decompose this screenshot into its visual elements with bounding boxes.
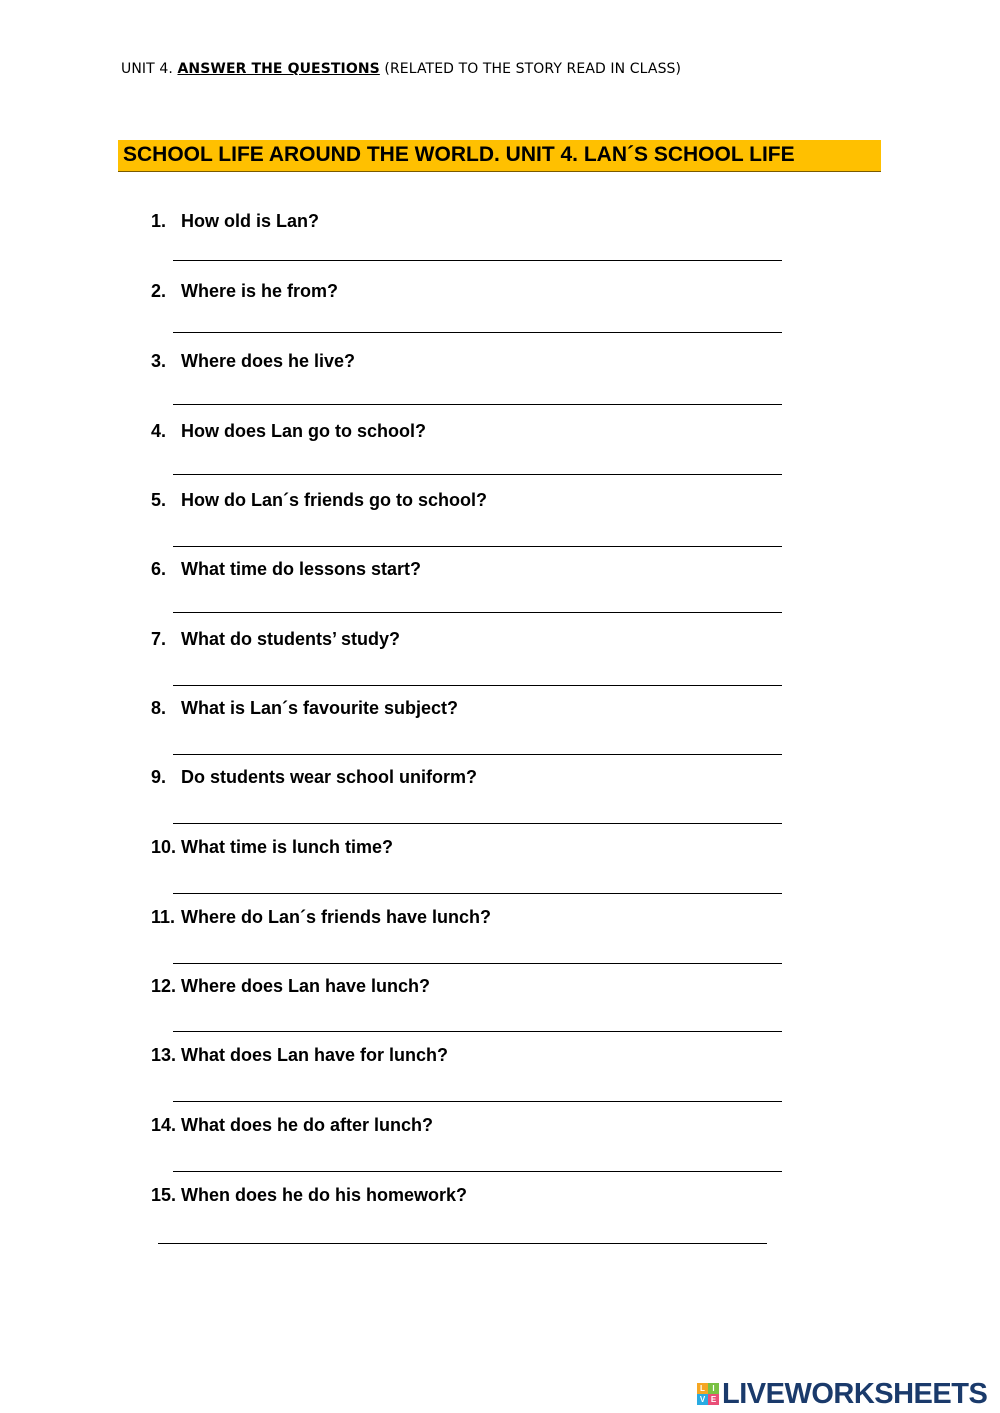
question-number: 2. <box>151 281 167 301</box>
question-6 <box>151 559 421 580</box>
answer-line-14[interactable] <box>173 1171 782 1172</box>
question-10 <box>151 837 393 858</box>
question-number: 8. <box>151 698 167 718</box>
worksheet-title: SCHOOL LIFE AROUND THE WORLD. UNIT 4. LAN´S SCHOOL LIFE <box>123 143 795 166</box>
question-text: What do students’ study? <box>181 629 400 649</box>
question-number: 6. <box>151 559 167 579</box>
logo-icon-cell: L <box>697 1383 708 1394</box>
question-text: What does he do after lunch? <box>181 1115 434 1135</box>
header-prefix: UNIT 4. <box>121 61 178 77</box>
question-number: 15. <box>151 1185 177 1205</box>
answer-line-5[interactable] <box>173 546 782 547</box>
header-emphasis: ANSWER THE QUESTIONS <box>177 61 380 77</box>
question-9 <box>151 767 477 788</box>
question-13 <box>151 1045 448 1066</box>
question-7 <box>151 629 400 650</box>
question-number: 4. <box>151 421 167 441</box>
question-text: Do students wear school uniform? <box>181 767 478 787</box>
question-12 <box>151 976 430 997</box>
question-number: 7. <box>151 629 167 649</box>
question-number: 9. <box>151 767 167 787</box>
worksheet-header <box>121 61 681 77</box>
question-text: How does Lan go to school? <box>181 421 426 441</box>
question-3 <box>151 351 355 372</box>
question-number: 5. <box>151 490 167 510</box>
answer-line-11[interactable] <box>173 963 782 964</box>
liveworksheets-logo <box>697 1377 988 1410</box>
answer-line-9[interactable] <box>173 823 782 824</box>
question-number: 14. <box>151 1115 177 1135</box>
question-number: 3. <box>151 351 167 371</box>
answer-line-4[interactable] <box>173 474 782 475</box>
logo-icon-cell: E <box>708 1394 719 1405</box>
answer-line-12[interactable] <box>173 1031 782 1032</box>
logo-icon-cell: I <box>708 1383 719 1394</box>
question-15 <box>151 1185 467 1206</box>
question-14 <box>151 1115 433 1136</box>
question-text: Where is he from? <box>181 281 339 301</box>
question-text: Where does he live? <box>181 351 356 371</box>
answer-line-15[interactable] <box>158 1243 767 1244</box>
question-text: What time do lessons start? <box>181 559 422 579</box>
question-1 <box>151 211 319 232</box>
question-8 <box>151 698 458 719</box>
question-4 <box>151 421 426 442</box>
answer-line-8[interactable] <box>173 754 782 755</box>
question-text: How old is Lan? <box>181 211 319 231</box>
answer-line-1[interactable] <box>173 260 782 261</box>
answer-line-13[interactable] <box>173 1101 782 1102</box>
question-number: 1. <box>151 211 167 231</box>
question-11 <box>151 907 491 928</box>
answer-line-6[interactable] <box>173 612 782 613</box>
question-text: What is Lan´s favourite subject? <box>181 698 459 718</box>
question-text: How do Lan´s friends go to school? <box>181 490 487 510</box>
logo-icon-cell: V <box>697 1394 708 1405</box>
header-suffix: (RELATED TO THE STORY READ IN CLASS) <box>379 61 682 77</box>
question-text: What time is lunch time? <box>181 837 394 857</box>
question-text: Where do Lan´s friends have lunch? <box>181 907 492 927</box>
answer-line-10[interactable] <box>173 893 782 894</box>
question-number: 13. <box>151 1045 177 1065</box>
answer-line-7[interactable] <box>173 685 782 686</box>
liveworksheets-icon <box>697 1383 719 1405</box>
question-text: Where does Lan have lunch? <box>181 976 431 996</box>
question-number: 11. <box>151 907 176 927</box>
question-5 <box>151 490 487 511</box>
title-banner <box>118 140 881 172</box>
answer-line-2[interactable] <box>173 332 782 333</box>
question-text: What does Lan have for lunch? <box>181 1045 449 1065</box>
question-number: 10. <box>151 837 177 857</box>
logo-wordmark: LIVEWORKSHEETS <box>722 1377 988 1410</box>
answer-line-3[interactable] <box>173 404 782 405</box>
question-text: When does he do his homework? <box>181 1185 468 1205</box>
question-number: 12. <box>151 976 177 996</box>
question-2 <box>151 281 338 302</box>
